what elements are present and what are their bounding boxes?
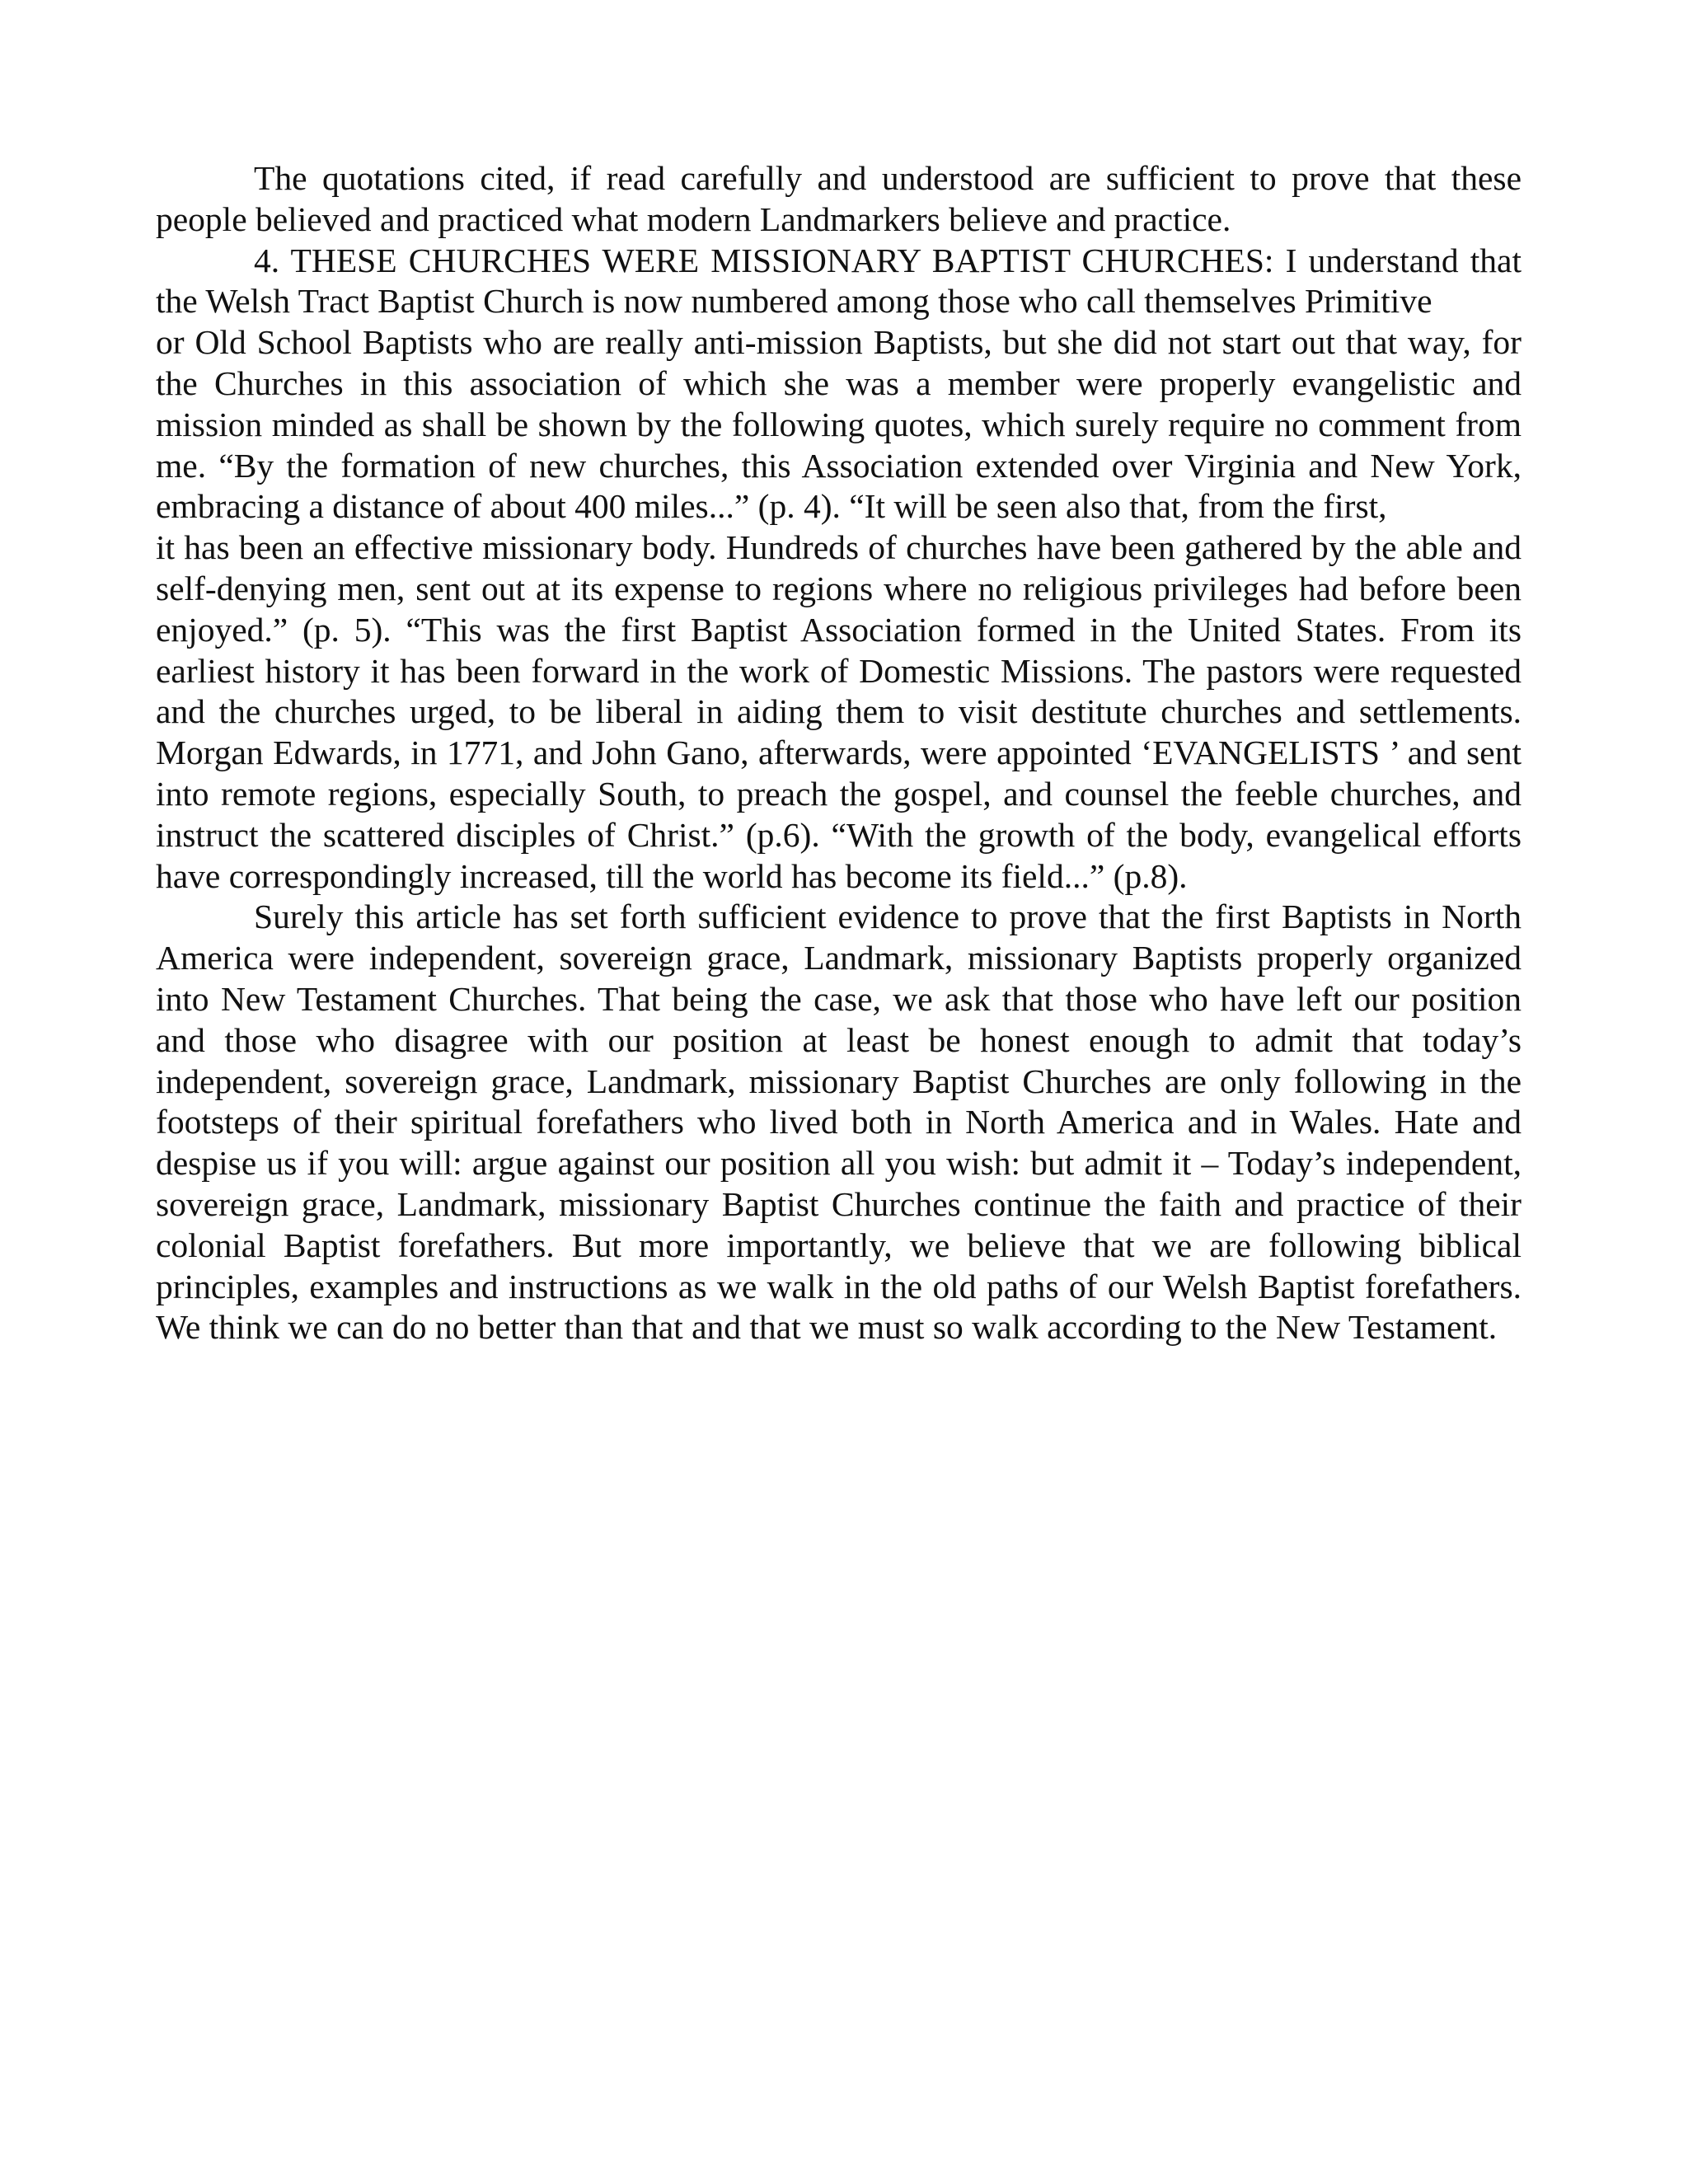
document-page (156, 158, 1522, 1348)
paragraph-conclusion: Surely this article has set forth sufficient evidence to prove that the first Baptists in North America were independent, sovereign grace, Landmark, missionary Baptists properly organized into New Testament Churches. That being the case, we ask that those who have left our position and those who disagree with our position at least be honest enough to admit that today’s independent, sovereign grace, Landmark, missionary Baptist Churches are only following in the footsteps of their spiritual forefathers who lived both in North America and in Wales. Hate and despise us if you will: argue against our position all you wish: but admit it – Today’s independent, sovereign grace, Landmark, missionary Baptist Churches continue the faith and practice of their colonial Baptist forefathers. But more importantly, we believe that we are following biblical principles, examples and instructions as we walk in the old paths of our Welsh Baptist forefathers. We think we can do no better than that and that we must so walk according to the New Testament. (156, 898, 1522, 1347)
paragraph-segment: 4. THESE CHURCHES WERE MISSIONARY BAPTIST CHURCHES: I understand that the Welsh Tract Baptist Church is now numbered among those who call themselves Primitive (156, 241, 1522, 321)
paragraph-segment: or Old School Baptists who are really anti-mission Baptists, but she did not start out that way, for the Churches in this association of which she was a member were properly evangelistic and mission minded as shall be shown by the following quotes, which surely require no comment from me. “By the formation of new churches, this Association extended over Virginia and New York, embracing a distance of about 400 miles...” (p. 4). “It will be seen also that, from the first, (156, 323, 1522, 526)
paragraph-quotations: The quotations cited, if read carefully and understood are sufficient to prove that these people believed and practiced what modern Landmarkers believe and practice. (156, 159, 1522, 238)
paragraph-segment: it has been an effective missionary body. Hundreds of churches have been gathered by the able and self-denying men, sent out at its expense to regions where no religious privileges had before been enjoyed.” (p. 5). “This was the first Baptist Association formed in the United States. From its earliest history it has been forward in the work of Domestic Missions. The pastors were requested and the churches urged, to be liberal in aiding them to visit destitute churches and settlements. Morgan Edwards, in 1771, and John Gano, afterwards, were appointed ‘EVANGELISTS ’ and sent into remote regions, especially South, to preach the gospel, and counsel the feeble churches, and instruct the scattered disciples of Christ.” (p.6). “With the growth of the body, evangelical efforts have correspondingly increased, till the world has become its field...” (p.8). (156, 528, 1522, 895)
paragraph-missionary-churches (156, 241, 1522, 898)
